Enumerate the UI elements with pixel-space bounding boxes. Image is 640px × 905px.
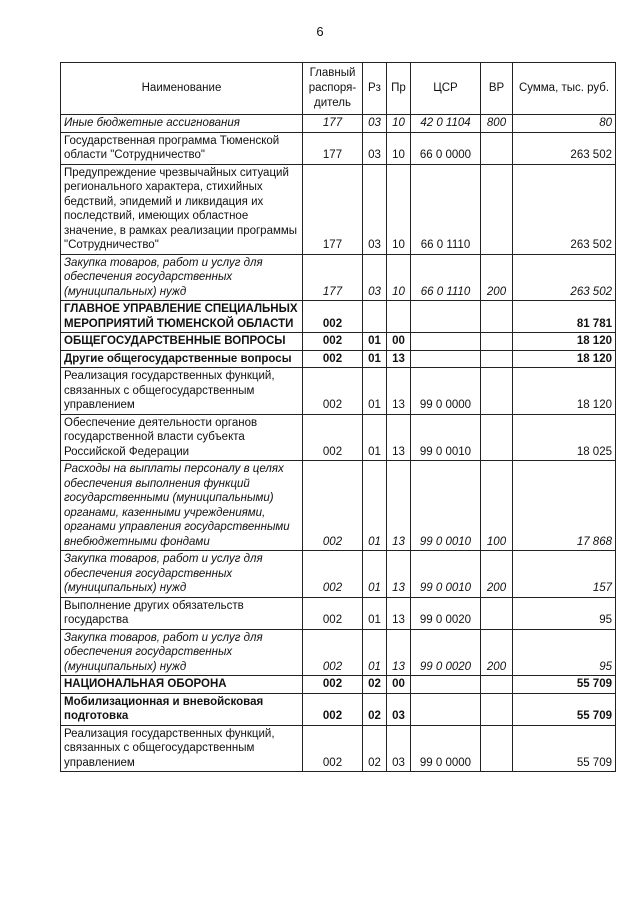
cell-rz (363, 301, 387, 333)
cell-sum: 17 868 (513, 461, 616, 551)
header-admin: Главный распоря-дитель (303, 63, 363, 115)
table-row (61, 333, 616, 351)
table-row (61, 132, 616, 164)
table-body (61, 115, 616, 772)
cell-admin: 002 (303, 725, 363, 772)
cell-pr: 10 (387, 254, 411, 301)
cell-name: ОБЩЕГОСУДАРСТВЕННЫЕ ВОПРОСЫ (61, 333, 303, 351)
cell-pr (387, 301, 411, 333)
cell-pr: 13 (387, 461, 411, 551)
cell-sum: 95 (513, 629, 616, 676)
cell-sum: 157 (513, 551, 616, 598)
cell-admin: 002 (303, 551, 363, 598)
cell-rz: 02 (363, 676, 387, 694)
header-sum: Сумма, тыс. руб. (513, 63, 616, 115)
header-row (61, 63, 616, 115)
cell-rz: 01 (363, 629, 387, 676)
cell-pr: 13 (387, 368, 411, 415)
cell-name: ГЛАВНОЕ УПРАВЛЕНИЕ СПЕЦИАЛЬНЫХ МЕРОПРИЯТИЙ ТЮМЕНСКОЙ ОБЛАСТИ (61, 301, 303, 333)
cell-rz: 03 (363, 254, 387, 301)
cell-pr: 00 (387, 676, 411, 694)
cell-name: Реализация государственных функций, связанных с общегосударственным управлением (61, 368, 303, 415)
cell-admin: 002 (303, 597, 363, 629)
cell-admin: 002 (303, 368, 363, 415)
cell-name: Другие общегосударственные вопросы (61, 350, 303, 368)
cell-sum: 18 120 (513, 368, 616, 415)
cell-pr: 03 (387, 725, 411, 772)
cell-vr: 200 (481, 551, 513, 598)
cell-csr: 99 0 0000 (411, 368, 481, 415)
cell-csr: 99 0 0020 (411, 597, 481, 629)
table-row (61, 115, 616, 133)
cell-admin: 002 (303, 676, 363, 694)
cell-name: Реализация государственных функций, связанных с общегосударственным управлением (61, 725, 303, 772)
cell-pr: 10 (387, 115, 411, 133)
cell-sum: 18 025 (513, 414, 616, 461)
cell-sum: 55 709 (513, 676, 616, 694)
cell-admin: 002 (303, 414, 363, 461)
cell-pr: 13 (387, 551, 411, 598)
cell-csr: 66 0 0000 (411, 132, 481, 164)
cell-rz: 01 (363, 461, 387, 551)
cell-rz: 01 (363, 414, 387, 461)
table-row (61, 414, 616, 461)
cell-vr (481, 725, 513, 772)
cell-vr: 800 (481, 115, 513, 133)
cell-csr: 99 0 0020 (411, 629, 481, 676)
table-row (61, 368, 616, 415)
cell-name: Мобилизационная и вневойсковая подготовка (61, 693, 303, 725)
cell-vr (481, 368, 513, 415)
cell-vr (481, 132, 513, 164)
cell-admin: 177 (303, 115, 363, 133)
cell-pr: 13 (387, 629, 411, 676)
cell-name: НАЦИОНАЛЬНАЯ ОБОРОНА (61, 676, 303, 694)
cell-name: Государственная программа Тюменской области "Сотрудничество" (61, 132, 303, 164)
cell-csr (411, 350, 481, 368)
cell-vr (481, 693, 513, 725)
cell-vr (481, 414, 513, 461)
table-row (61, 597, 616, 629)
cell-sum: 55 709 (513, 693, 616, 725)
table-row (61, 461, 616, 551)
cell-pr: 03 (387, 693, 411, 725)
cell-csr (411, 676, 481, 694)
cell-admin: 002 (303, 333, 363, 351)
cell-admin: 002 (303, 301, 363, 333)
cell-name: Обеспечение деятельности органов государственной власти субъекта Российской Федерации (61, 414, 303, 461)
cell-admin: 177 (303, 132, 363, 164)
cell-name: Расходы на выплаты персоналу в целях обеспечения выполнения функций государственными (муниципальными) органами, казенными учреждениями, органами управления государственными внебюджетными фондами (61, 461, 303, 551)
table-row (61, 629, 616, 676)
cell-sum: 95 (513, 597, 616, 629)
table-row (61, 551, 616, 598)
cell-rz: 01 (363, 551, 387, 598)
cell-name: Предупреждение чрезвычайных ситуаций регионального характера, стихийных бедствий, эпидемий и ликвидация их последствий, имеющих областное значение, в рамках реализации программы "Сотрудничество" (61, 164, 303, 254)
cell-csr (411, 301, 481, 333)
cell-sum: 263 502 (513, 254, 616, 301)
cell-pr: 10 (387, 132, 411, 164)
cell-rz: 03 (363, 132, 387, 164)
cell-name: Закупка товаров, работ и услуг для обеспечения государственных (муниципальных) нужд (61, 254, 303, 301)
cell-rz: 01 (363, 333, 387, 351)
header-rz: Рз (363, 63, 387, 115)
cell-name: Закупка товаров, работ и услуг для обеспечения государственных (муниципальных) нужд (61, 551, 303, 598)
cell-sum: 18 120 (513, 333, 616, 351)
cell-name: Выполнение других обязательств государства (61, 597, 303, 629)
cell-rz: 01 (363, 350, 387, 368)
cell-pr: 13 (387, 350, 411, 368)
cell-csr: 66 0 1110 (411, 164, 481, 254)
budget-table (60, 62, 616, 772)
cell-pr: 00 (387, 333, 411, 351)
cell-sum: 81 781 (513, 301, 616, 333)
cell-name: Иные бюджетные ассигнования (61, 115, 303, 133)
cell-admin: 002 (303, 350, 363, 368)
cell-csr: 99 0 0010 (411, 461, 481, 551)
header-pr: Пр (387, 63, 411, 115)
cell-vr (481, 350, 513, 368)
cell-sum: 263 502 (513, 164, 616, 254)
cell-rz: 02 (363, 693, 387, 725)
page-number: 6 (316, 24, 324, 39)
table-row (61, 350, 616, 368)
cell-vr (481, 597, 513, 629)
cell-admin: 002 (303, 693, 363, 725)
cell-csr (411, 693, 481, 725)
table-row (61, 676, 616, 694)
cell-sum: 80 (513, 115, 616, 133)
table-row (61, 301, 616, 333)
cell-pr: 10 (387, 164, 411, 254)
cell-sum: 18 120 (513, 350, 616, 368)
header-name: Наименование (61, 63, 303, 115)
table-row (61, 693, 616, 725)
table-row (61, 164, 616, 254)
cell-csr (411, 333, 481, 351)
cell-admin: 177 (303, 254, 363, 301)
cell-pr: 13 (387, 414, 411, 461)
cell-vr: 200 (481, 254, 513, 301)
cell-admin: 177 (303, 164, 363, 254)
cell-vr: 100 (481, 461, 513, 551)
cell-admin: 002 (303, 629, 363, 676)
cell-rz: 02 (363, 725, 387, 772)
header-csr: ЦСР (411, 63, 481, 115)
cell-csr: 99 0 0000 (411, 725, 481, 772)
cell-rz: 03 (363, 164, 387, 254)
table-row (61, 725, 616, 772)
cell-vr: 200 (481, 629, 513, 676)
cell-sum: 55 709 (513, 725, 616, 772)
cell-rz: 03 (363, 115, 387, 133)
cell-csr: 42 0 1104 (411, 115, 481, 133)
cell-sum: 263 502 (513, 132, 616, 164)
cell-vr (481, 676, 513, 694)
cell-admin: 002 (303, 461, 363, 551)
header-vr: ВР (481, 63, 513, 115)
cell-name: Закупка товаров, работ и услуг для обеспечения государственных (муниципальных) нужд (61, 629, 303, 676)
cell-rz: 01 (363, 597, 387, 629)
cell-vr (481, 301, 513, 333)
cell-vr (481, 333, 513, 351)
cell-rz: 01 (363, 368, 387, 415)
cell-csr: 99 0 0010 (411, 414, 481, 461)
cell-pr: 13 (387, 597, 411, 629)
table-row (61, 254, 616, 301)
cell-csr: 99 0 0010 (411, 551, 481, 598)
cell-csr: 66 0 1110 (411, 254, 481, 301)
cell-vr (481, 164, 513, 254)
